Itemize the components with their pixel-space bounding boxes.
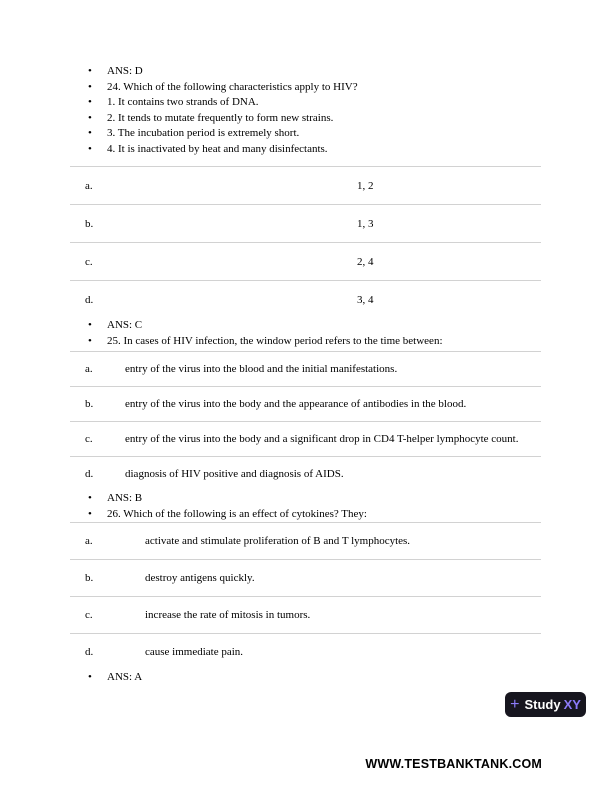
statement-item: • 3. The incubation period is extremely short. <box>70 126 541 142</box>
answer-line: • ANS: B <box>70 491 541 507</box>
option-letter: d. <box>85 293 94 306</box>
option-letter: b. <box>85 217 94 230</box>
option-text: diagnosis of HIV positive and diagnosis of AIDS. <box>125 468 344 480</box>
options-table-q24 <box>70 166 541 318</box>
option-text: entry of the virus into the body and a significant drop in CD4 T-helper lymphocyte count. <box>125 433 519 445</box>
option-text: destroy antigens quickly. <box>145 572 255 584</box>
answer-option-row <box>70 242 541 280</box>
brand-name-primary: Study <box>524 697 561 712</box>
option-letter: a. <box>85 535 93 547</box>
answer-option-row <box>70 559 541 596</box>
answer-option-row <box>70 633 541 670</box>
option-letter: c. <box>85 609 93 621</box>
option-text: 1, 2 <box>357 179 374 192</box>
answer-option-row <box>70 351 541 386</box>
question-25-bullets <box>70 318 541 349</box>
answer-option-row <box>70 386 541 421</box>
option-text: increase the rate of mitosis in tumors. <box>145 609 311 621</box>
answer-line: • ANS: D <box>70 64 541 80</box>
option-text: 2, 4 <box>357 255 374 268</box>
option-letter: b. <box>85 398 94 410</box>
answer-option-row <box>70 280 541 318</box>
answer-option-row <box>70 456 541 491</box>
answer-option-row <box>70 421 541 456</box>
statement-item: • 1. It contains two strands of DNA. <box>70 95 541 111</box>
plus-icon: + <box>510 695 520 713</box>
question-stem: • 26. Which of the following is an effect of cytokines? They: <box>70 507 541 523</box>
answer-option-row <box>70 596 541 633</box>
option-letter: b. <box>85 572 94 584</box>
answer-line: • ANS: A <box>70 670 541 686</box>
question-stem: • 25. In cases of HIV infection, the window period refers to the time between: <box>70 334 541 350</box>
option-letter: d. <box>85 646 94 658</box>
option-text: entry of the virus into the blood and the initial manifestations. <box>125 363 398 375</box>
option-letter: c. <box>85 255 93 268</box>
option-text: activate and stimulate proliferation of B and T lymphocytes. <box>145 535 411 547</box>
answer-option-row <box>70 522 541 559</box>
question-26-bullets <box>70 491 541 522</box>
option-text: 3, 4 <box>357 293 374 306</box>
option-letter: d. <box>85 468 94 480</box>
option-letter: a. <box>85 179 93 192</box>
final-answer-bullets <box>70 670 541 686</box>
studyxy-logo-badge <box>505 692 586 717</box>
options-table-q26 <box>70 522 541 670</box>
option-letter: a. <box>85 363 93 375</box>
option-text: cause immediate pain. <box>145 646 244 658</box>
question-stem: • 24. Which of the following characteristics apply to HIV? <box>70 80 541 96</box>
options-table-q25 <box>70 351 541 491</box>
option-text: entry of the virus into the body and the appearance of antibodies in the blood. <box>125 398 467 410</box>
answer-option-row <box>70 204 541 242</box>
statement-item: • 4. It is inactivated by heat and many disinfectants. <box>70 142 541 158</box>
option-text: 1, 3 <box>357 217 374 230</box>
option-letter: c. <box>85 433 93 445</box>
answer-option-row <box>70 166 541 204</box>
brand-name-accent: XY <box>563 697 581 712</box>
question-24-bullets <box>70 64 541 157</box>
statement-item: • 2. It tends to mutate frequently to form new strains. <box>70 111 541 127</box>
answer-line: • ANS: C <box>70 318 541 334</box>
website-watermark: WWW.TESTBANKTANK.COM <box>365 757 542 771</box>
